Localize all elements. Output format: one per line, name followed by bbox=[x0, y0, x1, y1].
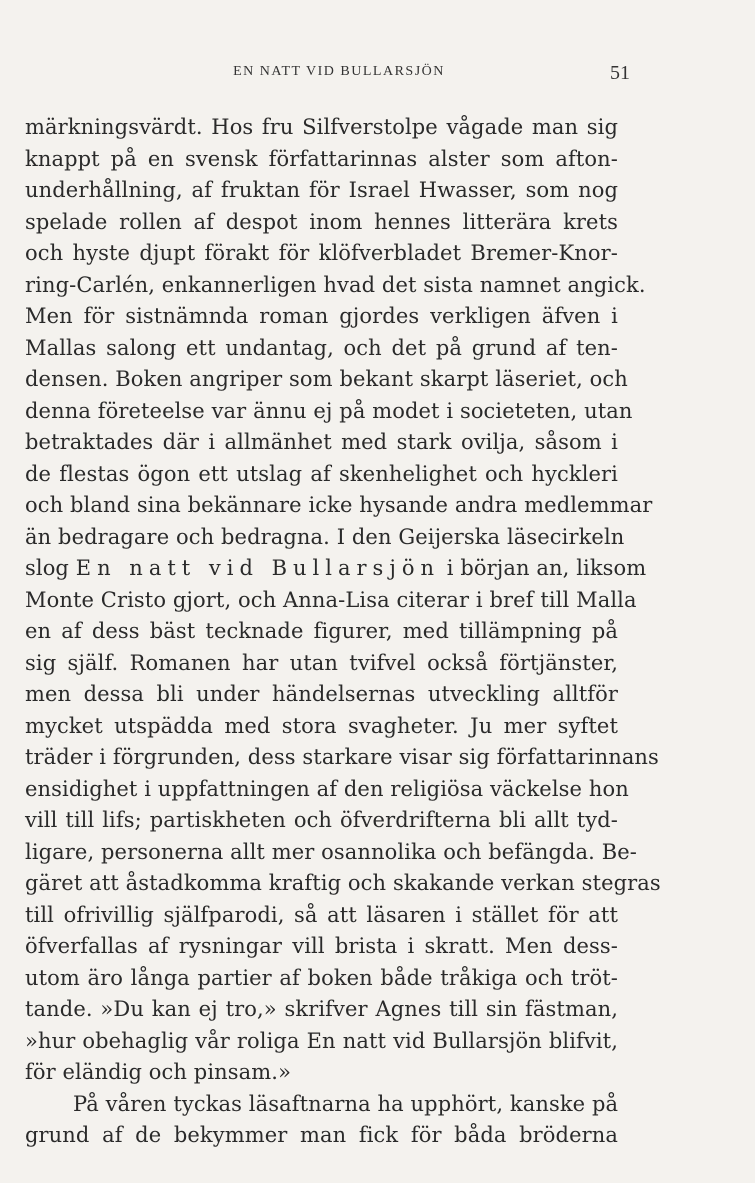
text-line: knappt på en svensk författarinnas alster som afton- bbox=[25, 146, 618, 171]
text-line: för eländig och pinsam.» bbox=[25, 1060, 292, 1084]
text-line: märkningsvärdt. Hos fru Silfverstolpe vågade man sig bbox=[25, 115, 618, 139]
text-line-indented: På våren tyckas läsaftnarna ha upphört, kanske på bbox=[73, 1091, 619, 1116]
text-line: vill till lifs; partiskheten och öfverdrifterna bli allt tyd- bbox=[25, 808, 618, 832]
text-line: mycket utspädda med stora svagheter. Ju mer syftet bbox=[25, 713, 618, 738]
text-line: tande. »Du kan ej tro,» skrifver Agnes till sin fästman, bbox=[25, 997, 618, 1021]
text-line: sig själf. Romanen har utan tvifvel också förtjänster, bbox=[25, 650, 618, 675]
text-line: Monte Cristo gjort, och Anna-Lisa citerar i bref till Malla bbox=[25, 587, 637, 612]
text-line-start: slog bbox=[25, 556, 76, 580]
text-line: ligare, personerna allt mer osannolika och befängda. Be- bbox=[25, 839, 637, 864]
text-line: till ofrivillig själfparodi, så att läsaren i stället för att bbox=[25, 902, 618, 927]
running-head: EN NATT VID BULLARSJÖN bbox=[233, 64, 445, 79]
text-line: utom äro långa partier af boken både tråkiga och tröt- bbox=[25, 965, 618, 990]
body-text bbox=[25, 112, 661, 1152]
text-line: och bland sina bekännare icke hysande andra medlemmar bbox=[25, 493, 653, 517]
text-line: men dessa bli under händelsernas utveckling alltför bbox=[25, 682, 618, 706]
text-line: ring-Carlén, enkannerligen hvad det sista namnet angick. bbox=[25, 272, 646, 297]
text-line: en af dess bäst tecknade figurer, med tillämpning på bbox=[25, 619, 618, 643]
text-line: densen. Boken angriper som bekant skarpt läseriet, och bbox=[25, 367, 628, 391]
text-line-end: i början an, liksom bbox=[440, 556, 647, 580]
text-line: än bedragare och bedragna. I den Geijerska läsecirkeln bbox=[25, 524, 625, 549]
text-line: och hyste djupt förakt för klöfverbladet Bremer-Knor- bbox=[25, 241, 618, 265]
text-line: »hur obehaglig vår roliga En natt vid Bullarsjön blifvit, bbox=[25, 1028, 618, 1053]
text-line: denna företeelse var ännu ej på modet i societeten, utan bbox=[25, 398, 633, 423]
text-line: ensidighet i uppfattningen af den religiösa väckelse hon bbox=[25, 776, 629, 801]
text-line: träder i förgrunden, dess starkare visar sig författarinnans bbox=[25, 745, 659, 769]
text-line-with-title bbox=[25, 553, 647, 585]
text-line: grund af de bekymmer man fick för båda bröderna bbox=[25, 1123, 618, 1147]
text-line: Mallas salong ett undantag, och det på grund af ten- bbox=[25, 335, 618, 360]
text-line: de flestas ögon ett utslag af skenhelighet och hyckleri bbox=[25, 461, 618, 486]
text-line: gäret att åstadkomma kraftig och skakande verkan stegras bbox=[25, 871, 661, 895]
text-line: Men för sistnämnda roman gjordes verkligen äfven i bbox=[25, 304, 618, 328]
text-line: underhållning, af fruktan för Israel Hwasser, som nog bbox=[25, 178, 618, 202]
text-line: betraktades där i allmänhet med stark ovilja, såsom i bbox=[25, 430, 618, 454]
page-number: 51 bbox=[610, 62, 630, 84]
spaced-book-title: En natt vid Bullarsjön bbox=[75, 556, 440, 580]
text-line: öfverfallas af rysningar vill brista i skratt. Men dess- bbox=[25, 934, 618, 958]
text-line: spelade rollen af despot inom hennes litterära krets bbox=[25, 209, 618, 234]
